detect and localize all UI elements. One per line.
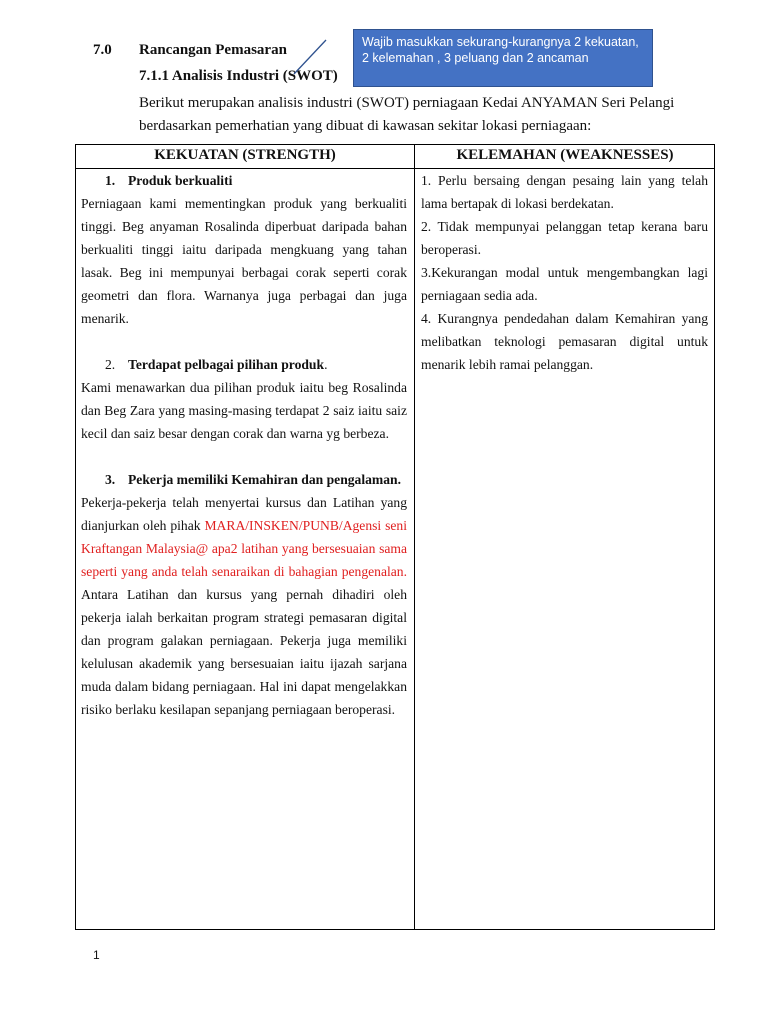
template-instruction-text: MARA/INSKEN/PUNB/Agensi seni Kraftangan Malaysia@ apa2 latihan yang bersesuaian sama seperti yang anda telah senaraikan di bahagian pengenalan. [81,518,408,579]
weakness-header: KELEMAHAN (WEAKNESSES) [456,147,674,163]
strength-body-text: Antara Latihan dan kursus yang pernah dihadiri oleh pekerja ialah berkaitan program strategi pemasaran digital dan program galakan perniagaan. Pekerja juga memiliki kelulusan akademik yang bersesuaian iaitu ijazah sarjana muda dalam bidang perniagaan. Hal ini dapat mengelakkan risiko berlaku kesilapan sepanjang perniagaan beroperasi. [81,587,407,717]
strength-item-number: 1. [105,173,116,188]
strength-item-heading [105,353,407,376]
strength-item-heading [105,169,407,192]
strength-header: KEKUATAN (STRENGTH) [154,147,336,163]
column-divider [414,145,415,929]
strengths-cell [81,169,408,721]
strength-item-number: 2. [105,357,116,372]
weaknesses-cell [421,169,708,376]
strength-item-title: Produk berkualiti [128,173,233,188]
swot-table [75,144,715,930]
strength-item-heading [105,468,407,491]
strength-item-title-suffix: . [324,357,328,372]
weakness-item: 4. Kurangnya pendedahan dalam Kemahiran yang melibatkan teknologi pemasaran digital untuk menarik lebih ramai pelanggan. [421,311,708,372]
strength-item-title: Pekerja memiliki Kemahiran dan pengalaman. [128,472,402,487]
strength-item-body: Kami menawarkan dua pilihan produk iaitu beg Rosalinda dan Beg Zara yang masing-masing terdapat 2 saiz iaitu saiz kecil dan saiz besar dengan corak dan warna yg berbeza. [81,380,407,441]
strength-body-text: Pekerja-pekerja telah menyertai kursus dan Latihan yang dianjurkan oleh pihak [81,495,407,533]
weakness-item: 3.Kekurangan modal untuk mengembangkan lagi perniagaan sedia ada. [421,265,708,303]
page-number: 1 [93,948,100,962]
strength-item-title: Terdapat pelbagai pilihan produk [128,357,325,372]
subsection-title: 7.1.1 Analisis Industri (SWOT) [139,68,338,84]
strength-item-body [81,491,407,721]
weakness-item: 2. Tidak mempunyai pelanggan tetap kerana baru beroperasi. [421,219,708,257]
weakness-item: 1. Perlu bersaing dengan pesaing lain yang telah lama bertapak di lokasi berdekatan. [421,173,708,211]
strength-item-body: Perniagaan kami mementingkan produk yang berkualiti tinggi. Beg anyaman Rosalinda diperbuat daripada bahan berkualiti tinggi iaitu daripada mengkuang yang tahan lasak. Beg ini mempunyai berbagai corak seperti corak geometri dan flora. Warnanya juga perbagai dan juga menarik. [81,196,407,326]
callout-note[interactable]: Wajib masukkan sekurang-kurangnya 2 kekuatan, 2 kelemahan , 3 peluang dan 2 ancaman [353,29,653,87]
intro-paragraph: Berikut merupakan analisis industri (SWOT) perniagaan Kedai ANYAMAN Seri Pelangi berdasarkan pemerhatian yang dibuat di kawasan sekitar lokasi perniagaan: [139,95,675,134]
strength-item-number: 3. [105,472,116,487]
section-title: Rancangan Pemasaran [139,42,287,58]
section-number: 7.0 [93,42,112,58]
